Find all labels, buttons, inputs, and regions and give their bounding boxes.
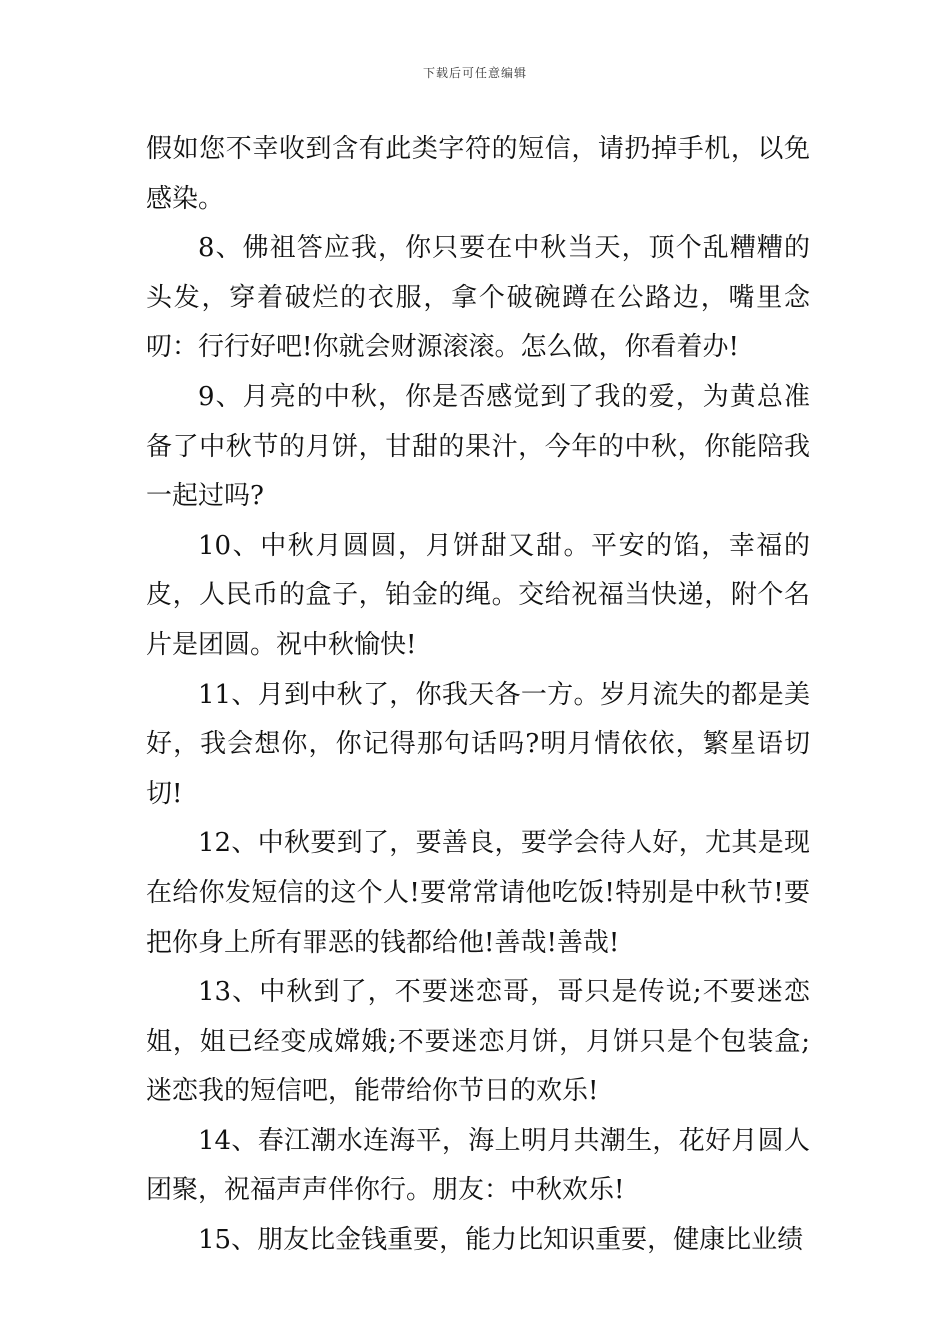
- paragraph-item-10: 10、中秋月圆圆，月饼甜又甜。平安的馅，幸福的皮，人民币的盒子，铂金的绳。交给祝福当快递，附个名片是团圆。祝中秋愉快!: [146, 530, 810, 660]
- paragraph-item-14: 14、春江潮水连海平，海上明月共潮生，花好月圆人团聚，祝福声声伴你行。朋友：中秋欢乐!: [146, 1125, 810, 1206]
- paragraph-item-9: 9、月亮的中秋，你是否感觉到了我的爱，为黄总准备了中秋节的月饼，甘甜的果汁，今年的中秋，你能陪我一起过吗?: [146, 381, 810, 512]
- paragraph-item-15: 15、朋友比金钱重要，能力比知识重要，健康比业绩: [198, 1225, 804, 1256]
- paragraph-item-8: 8、佛祖答应我，你只要在中秋当天，顶个乱糟糟的头发，穿着破烂的衣服，拿个破碗蹲在公路边，嘴里念叨：行行好吧!你就会财源滚滚。怎么做，你看着办!: [146, 233, 810, 363]
- paragraph-continuation: 假如您不幸收到含有此类字符的短信，请扔掉手机，以免感染。: [146, 134, 810, 214]
- paragraph-item-13: 13、中秋到了，不要迷恋哥，哥只是传说;不要迷恋姐，姐已经变成嫦娥;不要迷恋月饼，月饼只是个包装盒;迷恋我的短信吧，能带给你节日的欢乐!: [146, 977, 810, 1107]
- paragraph-item-11: 11、月到中秋了，你我天各一方。岁月流失的都是美好，我会想你，你记得那句话吗?明月情依依，繁星语切切!: [146, 679, 810, 809]
- document-body: [146, 125, 810, 1266]
- page-header: 下载后可任意编辑: [422, 66, 527, 80]
- paragraph-item-12: 12、中秋要到了，要善良，要学会待人好，尤其是现在给你发短信的这个人!要常常请他吃饭!特别是中秋节!要把你身上所有罪恶的钱都给他!善哉!善哉!: [146, 828, 810, 958]
